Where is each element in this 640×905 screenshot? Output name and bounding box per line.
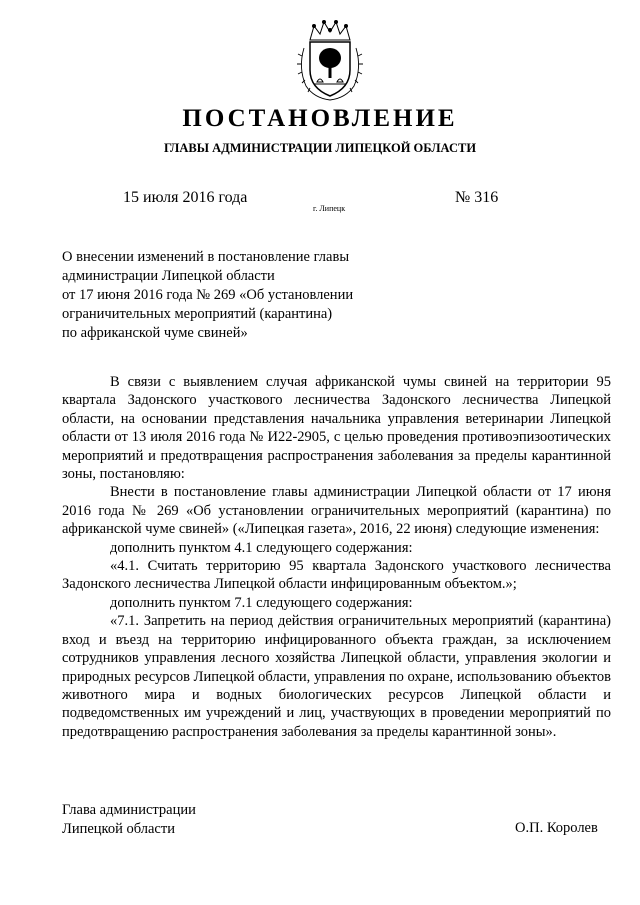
document-date: 15 июля 2016 года bbox=[123, 189, 248, 206]
document-body bbox=[62, 373, 611, 741]
body-paragraph: Внести в постановление главы администрации Липецкой области от 17 июня 2016 года № 269 «Об установлении ограничительных мероприятий (карантина) по африканской чуме свиней» («Липецкая газета», 2016, 22 июня) следующие изменения: bbox=[62, 484, 611, 538]
subject-line: от 17 июня 2016 года № 269 «Об установлении bbox=[62, 287, 354, 303]
lipetsk-coat-of-arms-icon bbox=[296, 18, 364, 102]
body-paragraph: «4.1. Считать территорию 95 квартала Задонского участкового лесничества Задонского лесничества Липецкой области инфицированным объектом.»; bbox=[62, 558, 611, 593]
document-city: г. Липецк bbox=[313, 204, 346, 213]
signatory-position-line: Липецкой области bbox=[62, 821, 175, 837]
signatory-name: О.П. Королев bbox=[515, 820, 598, 836]
signatory-position bbox=[62, 801, 196, 839]
body-paragraph: дополнить пунктом 7.1 следующего содержания: bbox=[110, 594, 413, 611]
body-paragraph: «7.1. Запретить на период действия ограничительных мероприятий (карантина) вход и въезд на территорию инфицированного объекта граждан, за исключением сотрудников управления лесного хозяйства Липецкой области, управления экологии и природных ресурсов Липецкой области, управления по охране, использованию объектов животного мира и водных биологических ресурсов Липецкой области и подведомственных им учреждений и лиц, участвующих в проведении мероприятий по предотвращению распространения заболевания за пределы карантинной зоны». bbox=[62, 613, 611, 740]
subject-line: ограничительных мероприятий (карантина) bbox=[62, 306, 333, 322]
subject-line: по африканской чуме свиней» bbox=[62, 325, 248, 341]
signatory-position-line: Глава администрации bbox=[62, 802, 196, 818]
document-title: ПОСТАНОВЛЕНИЕ bbox=[182, 105, 458, 132]
subject-line: администрации Липецкой области bbox=[62, 268, 275, 284]
subject-line: О внесении изменений в постановление главы bbox=[62, 249, 350, 265]
document-number: № 316 bbox=[455, 189, 499, 206]
body-paragraph: дополнить пунктом 4.1 следующего содержания: bbox=[110, 539, 413, 556]
document-subtitle: ГЛАВЫ АДМИНИСТРАЦИИ ЛИПЕЦКОЙ ОБЛАСТИ bbox=[163, 141, 477, 155]
document-subject bbox=[62, 248, 382, 343]
body-paragraph: В связи с выявлением случая африканской чумы свиней на территории 95 квартала Задонского участкового лесничества Задонского лесничества Липецкой области, на основании представления начальника управления ветеринарии Липецкой области от 13 июля 2016 года № И22-2905, с целью проведения противоэпизоотических мероприятий и предотвращения распространения заболевания за пределы карантинной зоны, постановляю: bbox=[62, 374, 611, 483]
